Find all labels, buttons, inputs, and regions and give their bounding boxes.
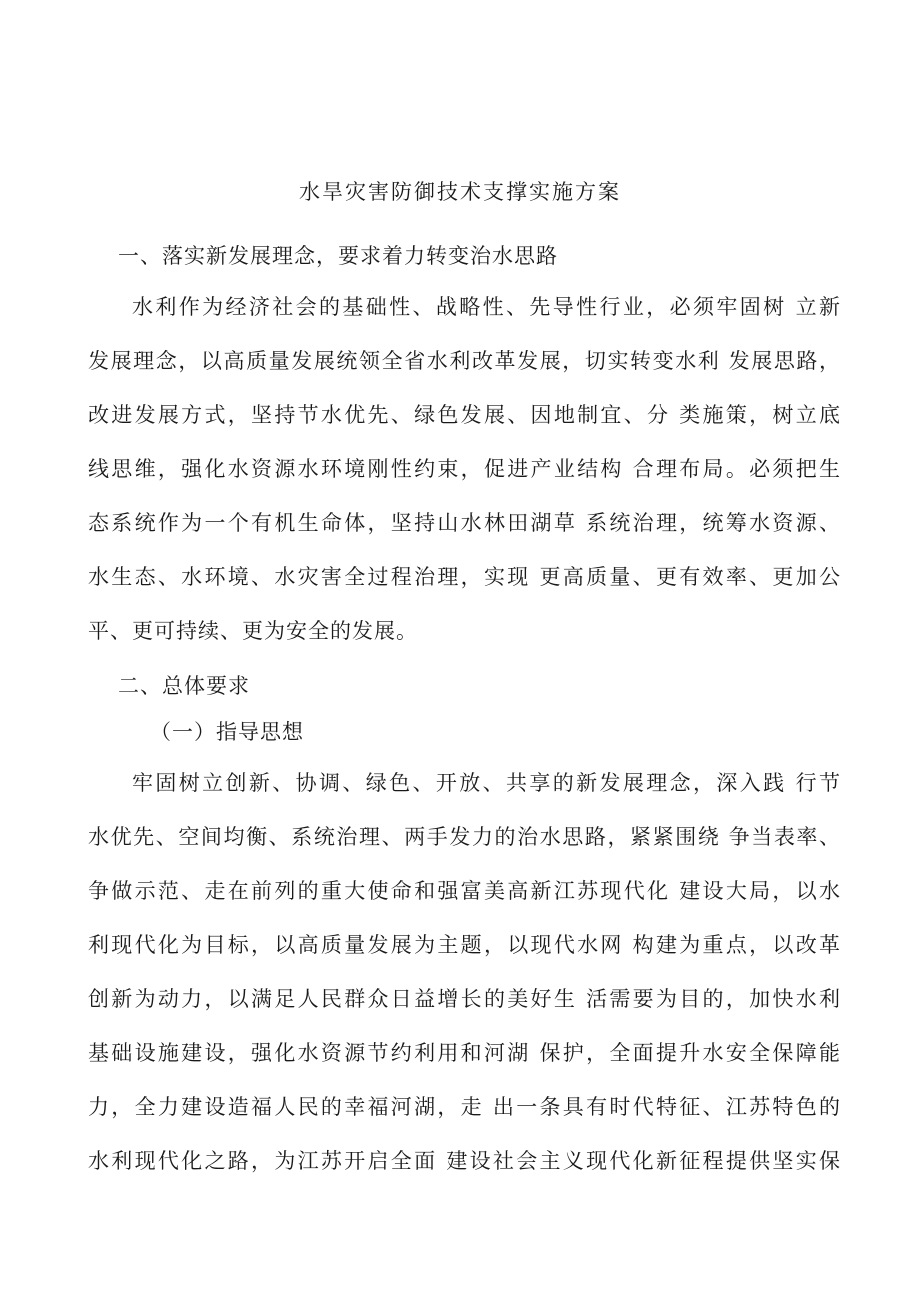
paragraph-line: 创新为动力，以满足人民群众日益增长的美好生 活需要为目的，加快水利 (88, 987, 840, 1011)
paragraph-line: 水利作为经济社会的基础性、战略性、先导性行业，必须牢固树 立新 (132, 295, 840, 319)
paragraph-line: 发展理念，以高质量发展统领全省水利改革发展，切实转变水利 发展思路， (88, 349, 840, 373)
paragraph-line: 线思维，强化水资源水环境刚性约束，促进产业结构 合理布局。必须把生 (88, 457, 840, 481)
paragraph-line: 水生态、水环境、水灾害全过程治理，实现 更高质量、更有效率、更加公 (88, 565, 840, 589)
paragraph-line: 利现代化为目标，以高质量发展为主题，以现代水网 构建为重点，以改革 (88, 933, 840, 957)
paragraph-line: 牢固树立创新、协调、绿色、开放、共享的新发展理念，深入践 行节 (132, 771, 840, 795)
paragraph-line: 平、更可持续、更为安全的发展。 (88, 619, 418, 643)
paragraph-line: 态系统作为一个有机生命体，坚持山水林田湖草 系统治理，统筹水资源、 (88, 511, 840, 535)
section-1-paragraph (88, 280, 840, 658)
document-title: 水旱灾害防御技术支撑实施方案 (299, 180, 621, 204)
paragraph-line: 水利现代化之路，为江苏开启全面 建设社会主义现代化新征程提供坚实保 (88, 1149, 840, 1173)
paragraph-line: 水优先、空间均衡、系统治理、两手发力的治水思路，紧紧围绕 争当表率、 (88, 825, 840, 849)
section-heading-2: 二、总体要求 (118, 674, 250, 698)
section-heading-1: 一、落实新发展理念，要求着力转变治水思路 (118, 244, 558, 268)
section-2-paragraph (88, 756, 840, 1188)
paragraph-line: 争做示范、走在前列的重大使命和强富美高新江苏现代化 建设大局，以水 (88, 879, 840, 903)
paragraph-line: 力，全力建设造福人民的幸福河湖，走 出一条具有时代特征、江苏特色的 (88, 1095, 840, 1119)
paragraph-line: 基础设施建设，强化水资源节约利用和河湖 保护，全面提升水安全保障能 (88, 1041, 840, 1065)
subsection-heading: （一）指导思想 (150, 720, 304, 744)
paragraph-line: 改进发展方式，坚持节水优先、绿色发展、因地制宜、分 类施策，树立底 (88, 403, 840, 427)
